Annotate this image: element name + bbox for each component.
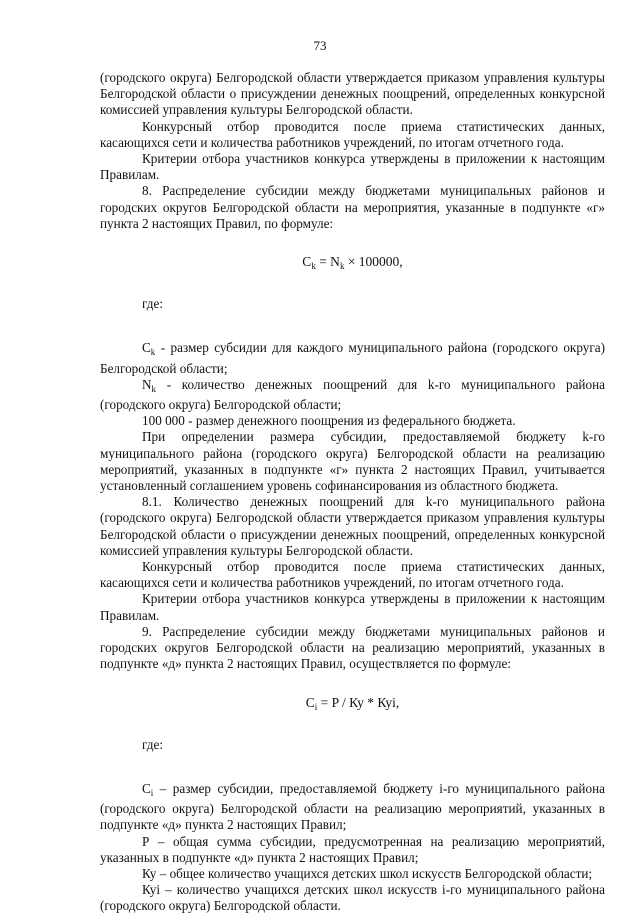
paragraph-item-8: 8. Распределение субсидии между бюджетами муниципальных районов и городских округов Белгородской области на мероприятия, указанные в подпункте «г» пункта 2 настоящих Правил, по формуле: <box>100 183 605 231</box>
formula-ci-rest: = P / Ку * Куi, <box>317 694 400 710</box>
paragraph-item-9: 9. Распределение субсидии между бюджетами муниципальных районов и городских округов Белгородской области на реализацию мероприятий, указанных в подпункте «д» пункта 2 настоящих Правил, осуществляется по формуле: <box>100 623 605 672</box>
paragraph-contest-selection: Конкурсный отбор проводится после приема статистических данных, касающихся сети и количества работников учреждений, по итогам отчетного года. <box>100 118 605 150</box>
definition-ck <box>100 340 605 376</box>
where-label-1: где: <box>142 296 163 312</box>
paragraph-cofinancing: При определении размера субсидии, предоставляемой бюджету k-го муниципального района (городского округа) Белгородской области на реализацию мероприятий, указанных в подпункте «г» пункта 2 настоящих Правил, учитывается установленный соглашением уровень софинансирования из областного бюджета. <box>100 429 605 494</box>
formula-ci <box>100 695 605 715</box>
definition-ku: Ку – общее количество учащихся детских школ искусств Белгородской области; <box>142 865 593 881</box>
definition-ci-text: – размер субсидии, предоставляемой бюджету i-го муниципального района (городского округа) Белгородской области на реализацию мероприятий, указанных в подпункте «д» пункта 2 настоящих Правил; <box>100 780 605 833</box>
definition-ck-symbol: C <box>142 340 151 356</box>
definition-nk-symbol: N <box>142 376 152 392</box>
definition-ck-sub: k <box>150 347 156 358</box>
definition-100000: 100 000 - размер денежного поощрения из федерального бюджета. <box>142 413 516 429</box>
definition-ck-text: - размер субсидии для каждого муниципального района (городского округа) Белгородской области; <box>100 340 605 376</box>
page-number: 73 <box>313 38 327 53</box>
definition-ci <box>100 781 605 834</box>
definition-ci-sub: i <box>150 787 154 798</box>
paragraph-criteria-2: Критерии отбора участников конкурса утверждены в приложении к настоящим Правилам. <box>100 591 605 623</box>
formula-ck-rest: × 100000, <box>344 254 403 270</box>
definition-nk-sub: k <box>151 383 157 394</box>
where-label-2: где: <box>142 736 163 752</box>
formula-ck <box>100 254 605 274</box>
paragraph-contest-selection-2: Конкурсный отбор проводится после приема статистических данных, касающихся сети и количества работников учреждений, по итогам отчетного года. <box>100 559 605 591</box>
definition-nk <box>100 377 605 413</box>
definition-ci-symbol: C <box>142 780 151 796</box>
formula-ck-lhs: C <box>302 254 312 270</box>
definition-kui: Куi – количество учащихся детских школ искусств i-го муниципального района (городского округа) Белгородской области. <box>100 882 605 914</box>
paragraph-continuation: (городского округа) Белгородской области утверждается приказом управления культуры Белгородской области о присуждении денежных поощрений, определенных конкурсной комиссией управления культуры Белгородской области. <box>100 70 605 118</box>
paragraph-item-8-1: 8.1. Количество денежных поощрений для k-го муниципального района (городского округа) Белгородской области утверждается приказом управления культуры Белгородской области о присуждении денежных поощрений, определенных конкурсной комиссией управления культуры Белгородской области. <box>100 494 605 558</box>
formula-ck-lhs-sub: k <box>311 261 316 272</box>
formula-ck-eq: = N <box>315 254 340 270</box>
document-body <box>100 70 605 915</box>
formula-ci-lhs: C <box>305 694 315 710</box>
formula-ci-lhs-sub: i <box>314 701 318 712</box>
definition-p: Р – общая сумма субсидии, предусмотренная на реализацию мероприятий, указанных в подпункте «д» пункта 2 настоящих Правил; <box>100 833 605 865</box>
formula-ck-n-sub: k <box>339 261 345 272</box>
paragraph-criteria: Критерии отбора участников конкурса утверждены в приложении к настоящим Правилам. <box>100 151 605 183</box>
definition-nk-text: - количество денежных поощрений для k-го муниципального района (городского округа) Белгородской области; <box>100 376 605 413</box>
